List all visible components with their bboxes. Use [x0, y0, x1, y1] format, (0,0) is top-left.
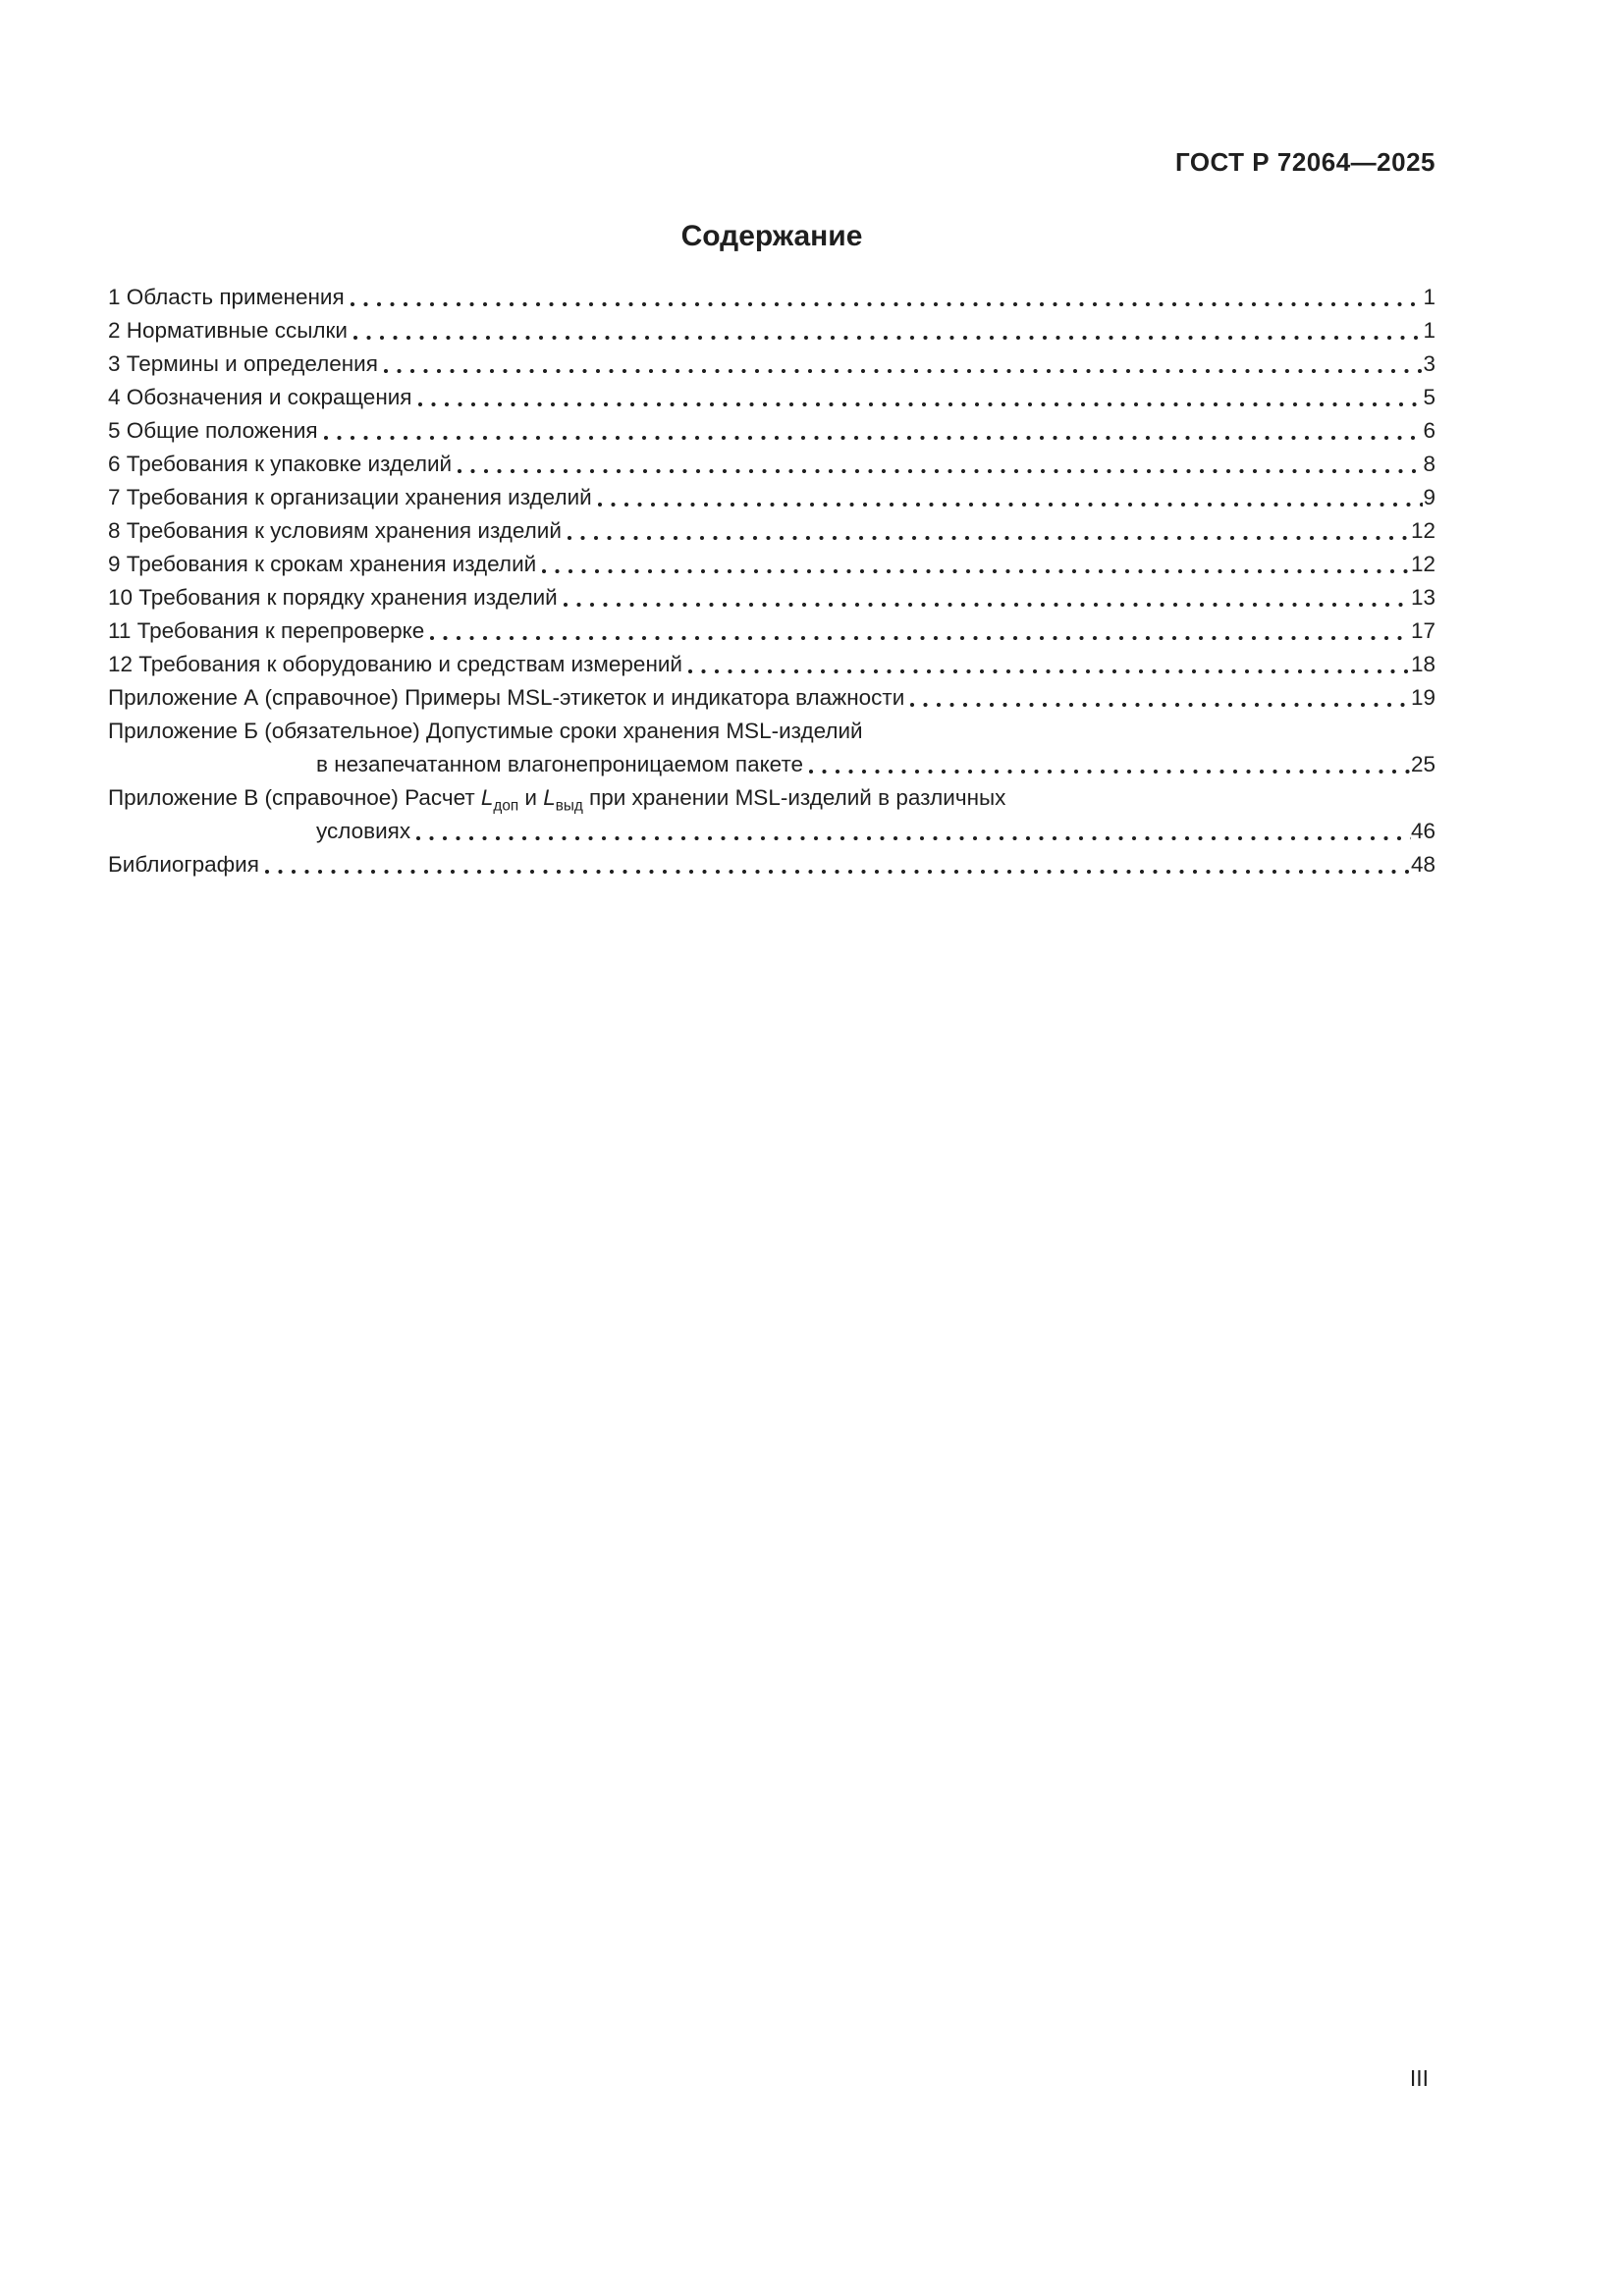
- document-code: ГОСТ Р 72064—2025: [1174, 147, 1435, 177]
- dot-leader: [416, 381, 1424, 414]
- toc-entry-title: 9 Требования к срокам хранения изделий: [108, 552, 537, 576]
- dot-leader: [382, 347, 1424, 381]
- toc-entry: [108, 514, 1435, 548]
- toc-entry-page: 1: [1423, 285, 1435, 309]
- toc-entry-appendix-v-line1: [108, 781, 1435, 815]
- toc-entry: [108, 481, 1435, 514]
- dot-leader: [349, 281, 1424, 314]
- variable-l-dop-subscript: доп: [493, 797, 519, 815]
- toc-entry-title: 11 Требования к перепроверке: [108, 618, 425, 643]
- variable-l-dop: L: [480, 785, 494, 810]
- variable-l-vyd-subscript: выд: [555, 797, 583, 815]
- toc-entry-page: 12: [1410, 518, 1435, 543]
- toc-entry-page: 48: [1410, 852, 1435, 877]
- toc-entry-page: 9: [1423, 485, 1435, 509]
- dot-leader: [686, 648, 1411, 681]
- dot-leader: [322, 414, 1424, 448]
- dot-leader: [540, 548, 1411, 581]
- toc-entry-title-segment: и: [518, 785, 544, 810]
- toc-entry: [108, 614, 1435, 648]
- toc-entry: [108, 681, 1435, 715]
- toc-entry-appendix-b-line2: [108, 748, 1435, 781]
- toc-entry-page: 17: [1410, 618, 1435, 643]
- toc-entry-page: 1: [1423, 318, 1435, 343]
- dot-leader: [562, 581, 1411, 614]
- dot-leader: [414, 815, 1411, 848]
- toc-entry-page: 25: [1410, 752, 1435, 776]
- toc-entry-title: 3 Термины и определения: [108, 351, 378, 376]
- dot-leader: [456, 448, 1423, 481]
- page-title: Содержание: [680, 220, 863, 252]
- toc-entry-title: 1 Область применения: [108, 285, 345, 309]
- dot-leader: [428, 614, 1411, 648]
- toc-entry-page: 5: [1423, 385, 1435, 409]
- toc-entry-page: 8: [1423, 452, 1435, 476]
- toc-entry-title-segment: Приложение В (справочное) Расчет: [108, 785, 481, 810]
- page-number: III: [1409, 2065, 1429, 2091]
- toc-entry: [108, 414, 1435, 448]
- toc-entry-bibliography: [108, 848, 1435, 881]
- toc-entry-title: 10 Требования к порядку хранения изделий: [108, 585, 558, 610]
- toc-entry: [108, 381, 1435, 414]
- variable-l-vyd: L: [543, 785, 556, 810]
- toc-entry-title: Библиография: [108, 852, 259, 877]
- toc-entry-title: 8 Требования к условиям хранения изделий: [108, 518, 562, 543]
- toc-entry-appendix-v-line2: [108, 815, 1435, 848]
- toc-entry: [108, 548, 1435, 581]
- toc-entry: [108, 448, 1435, 481]
- toc-entry-title: 4 Обозначения и сокращения: [108, 385, 412, 409]
- toc-entry-page: 12: [1410, 552, 1435, 576]
- toc-entry-title: 12 Требования к оборудованию и средствам измерений: [108, 652, 682, 676]
- toc-entry-page: 6: [1423, 418, 1435, 443]
- toc-entry-page: 19: [1410, 685, 1435, 710]
- dot-leader: [908, 681, 1411, 715]
- toc-entry-title: в незапечатанном влагонепроницаемом пакете: [316, 752, 804, 776]
- toc-entry-page: 18: [1410, 652, 1435, 676]
- toc-entry: [108, 581, 1435, 614]
- toc-entry: [108, 347, 1435, 381]
- dot-leader: [807, 748, 1411, 781]
- toc-entry: [108, 281, 1435, 314]
- dot-leader: [596, 481, 1424, 514]
- dot-leader: [263, 848, 1411, 881]
- dot-leader: [566, 514, 1411, 548]
- toc-entry: [108, 314, 1435, 347]
- toc-entry-page: 46: [1410, 819, 1435, 843]
- toc-entry-page: 13: [1410, 585, 1435, 610]
- toc-entry-title: 5 Общие положения: [108, 418, 318, 443]
- dot-leader: [352, 314, 1424, 347]
- toc-entry-title: Приложение А (справочное) Примеры MSL-этикеток и индикатора влажности: [108, 685, 905, 710]
- toc-entry-page: 3: [1423, 351, 1435, 376]
- toc-entry: [108, 648, 1435, 681]
- toc-entry-title: условиях: [316, 819, 411, 843]
- toc-entry-title: 2 Нормативные ссылки: [108, 318, 348, 343]
- toc-entry-title: 7 Требования к организации хранения изделий: [108, 485, 592, 509]
- table-of-contents: [108, 281, 1435, 881]
- toc-entry-title: 6 Требования к упаковке изделий: [108, 452, 453, 476]
- toc-entry-appendix-b-line1: Приложение Б (обязательное) Допустимые сроки хранения MSL-изделий: [108, 719, 863, 743]
- toc-entry-title-segment: при хранении MSL-изделий в различных: [582, 785, 1006, 810]
